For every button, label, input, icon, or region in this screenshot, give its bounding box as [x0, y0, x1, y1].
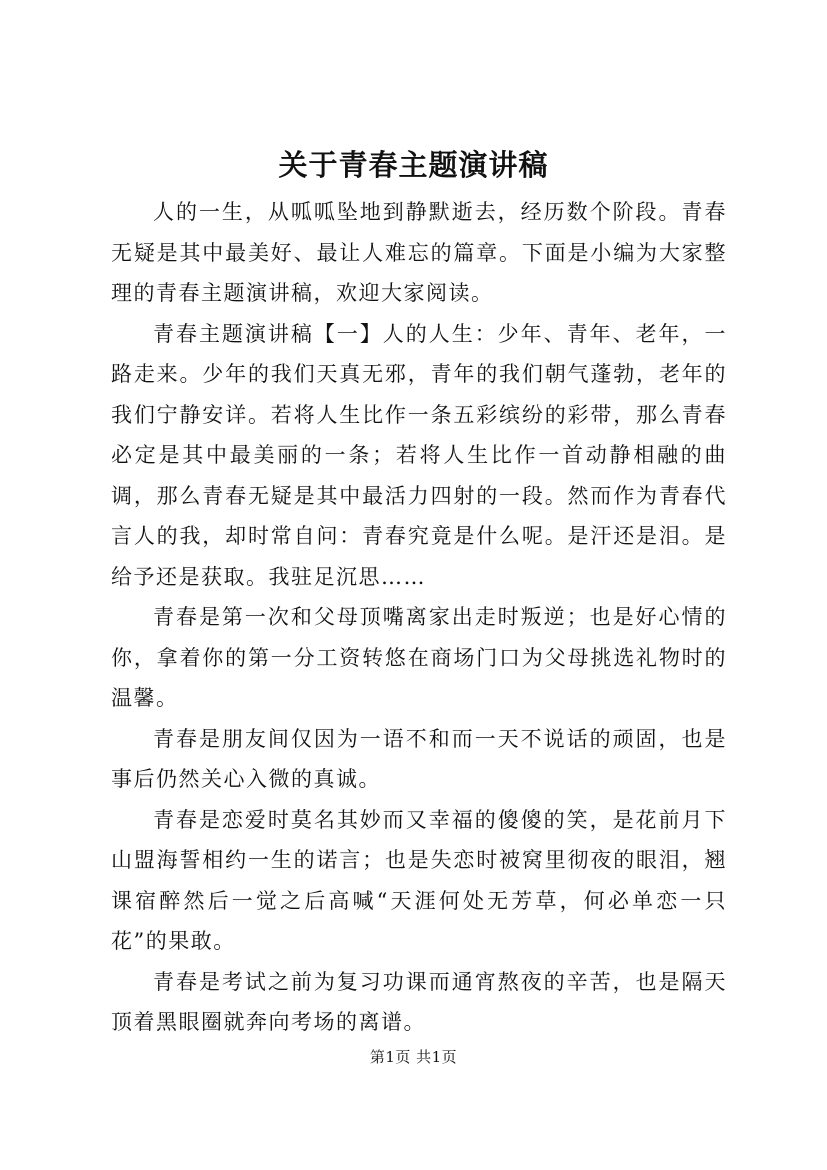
page-footer: 第1页 共1页 [369, 1048, 458, 1066]
paragraph-friendship: 青春是朋友间仅因为一语不和而一天不说话的顽固，也是事后仍然关心入微的真诚。 [111, 726, 727, 791]
paragraph-rebellion: 青春是第一次和父母顶嘴离家出走时叛逆；也是好心情的你，拿着你的第一分工资转悠在商场门口为父母挑选礼物时的温馨。 [111, 605, 727, 710]
paragraph-love: 青春是恋爱时莫名其妙而又幸福的傻傻的笑，是花前月下山盟海誓相约一生的诺言；也是失恋时被窝里彻夜的眼泪，翘课宿醉然后一觉之后高喊“天涯何处无芳草，何必单恋一只花”的果敢。 [111, 807, 727, 953]
document-body [111, 192, 727, 1043]
paragraph-exam: 青春是考试之前为复习功课而通宵熬夜的辛苦，也是隔天顶着黑眼圈就奔向考场的离谱。 [111, 969, 727, 1034]
paragraph-speech-one: 青春主题演讲稿【一】人的人生：少年、青年、老年，一路走来。少年的我们天真无邪，青年的我们朝气蓬勃，老年的我们宁静安详。若将人生比作一条五彩缤纷的彩带，那么青春必定是其中最美丽的一条；若将人生比作一首动静相融的曲调，那么青春无疑是其中最活力四射的一段。然而作为青春代言人的我，却时常自问：青春究竟是什么呢。是汗还是泪。是给予还是获取。我驻足沉思…… [111, 321, 727, 589]
paragraph-intro: 人的一生，从呱呱坠地到静默逝去，经历数个阶段。青春无疑是其中最美好、最让人难忘的篇章。下面是小编为大家整理的青春主题演讲稿，欢迎大家阅读。 [111, 200, 727, 305]
document-title: 关于青春主题演讲稿 [278, 148, 549, 182]
